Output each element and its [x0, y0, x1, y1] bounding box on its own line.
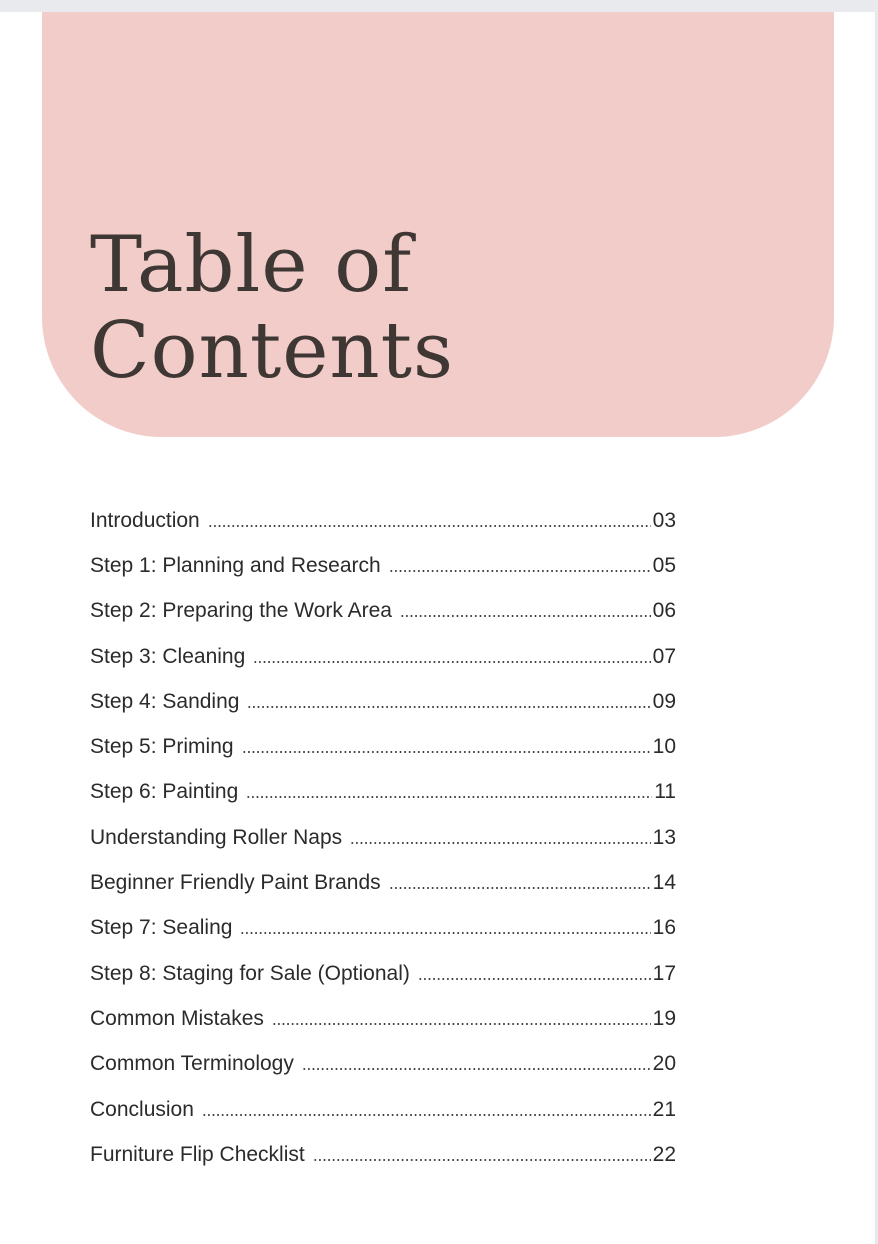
dot-leader	[400, 615, 651, 617]
toc-entry	[90, 996, 676, 1041]
toc-entry-title: Understanding Roller Naps	[90, 825, 343, 849]
toc-entry-title: Step 7: Sealing	[90, 916, 233, 940]
toc-entry-page-number: 20	[652, 1052, 676, 1076]
dot-leader	[247, 706, 650, 708]
dot-leader	[202, 1114, 651, 1116]
toc-entry-title: Step 4: Sanding	[90, 689, 240, 713]
toc-entry-title: Step 3: Cleaning	[90, 644, 246, 668]
toc-entry-page-number: 16	[652, 916, 676, 940]
toc-entry-title: Conclusion	[90, 1097, 194, 1121]
toc-entry	[90, 1042, 676, 1087]
toc-entry	[90, 770, 676, 815]
toc-entry-title: Beginner Friendly Paint Brands	[90, 871, 381, 895]
toc-entry-title: Common Mistakes	[90, 1006, 264, 1030]
dot-leader	[272, 1023, 651, 1025]
toc-entry	[90, 498, 676, 543]
toc-entry-page-number: 17	[652, 961, 676, 985]
dot-leader	[242, 751, 651, 753]
toc-entry-title: Introduction	[90, 508, 200, 532]
table-of-contents	[90, 498, 676, 1177]
toc-entry	[90, 679, 676, 724]
toc-entry-page-number: 05	[652, 553, 676, 577]
toc-entry-title: Furniture Flip Checklist	[90, 1142, 305, 1166]
toc-entry-title: Step 1: Planning and Research	[90, 553, 381, 577]
toc-entry-page-number: 07	[652, 644, 676, 668]
page-title-line-1: Table of	[90, 220, 413, 310]
toc-entry-title: Step 2: Preparing the Work Area	[90, 599, 392, 623]
toc-entry-page-number: 11	[654, 780, 676, 804]
dot-leader	[389, 887, 651, 889]
dot-leader	[313, 1159, 651, 1161]
toc-entry-page-number: 13	[652, 825, 676, 849]
toc-entry	[90, 906, 676, 951]
page-title-line-2: Contents	[90, 306, 454, 396]
dot-leader	[246, 796, 652, 798]
toc-entry-page-number: 06	[652, 599, 676, 623]
toc-entry-page-number: 03	[652, 508, 676, 532]
toc-entry	[90, 543, 676, 588]
dot-leader	[208, 525, 651, 527]
dot-leader	[253, 661, 650, 663]
toc-entry-page-number: 10	[652, 735, 676, 759]
dot-leader	[418, 978, 651, 980]
toc-entry-title: Step 5: Priming	[90, 735, 234, 759]
document-page	[0, 12, 876, 1244]
toc-entry	[90, 815, 676, 860]
toc-entry-page-number: 09	[652, 689, 676, 713]
toc-entry-title: Step 8: Staging for Sale (Optional)	[90, 961, 410, 985]
toc-entry	[90, 951, 676, 996]
dot-leader	[240, 932, 650, 934]
toc-entry-page-number: 19	[652, 1006, 676, 1030]
dot-leader	[350, 842, 651, 844]
toc-entry	[90, 724, 676, 769]
toc-entry	[90, 1132, 676, 1177]
toc-entry	[90, 634, 676, 679]
toc-entry-page-number: 21	[652, 1097, 676, 1121]
toc-entry	[90, 1087, 676, 1132]
toc-entry-title: Common Terminology	[90, 1052, 294, 1076]
toc-entry-page-number: 22	[652, 1142, 676, 1166]
dot-leader	[389, 570, 651, 572]
dot-leader	[302, 1068, 651, 1070]
toc-entry-page-number: 14	[652, 871, 676, 895]
toc-entry	[90, 860, 676, 905]
page-title	[90, 222, 454, 394]
toc-entry	[90, 589, 676, 634]
toc-entry-title: Step 6: Painting	[90, 780, 239, 804]
